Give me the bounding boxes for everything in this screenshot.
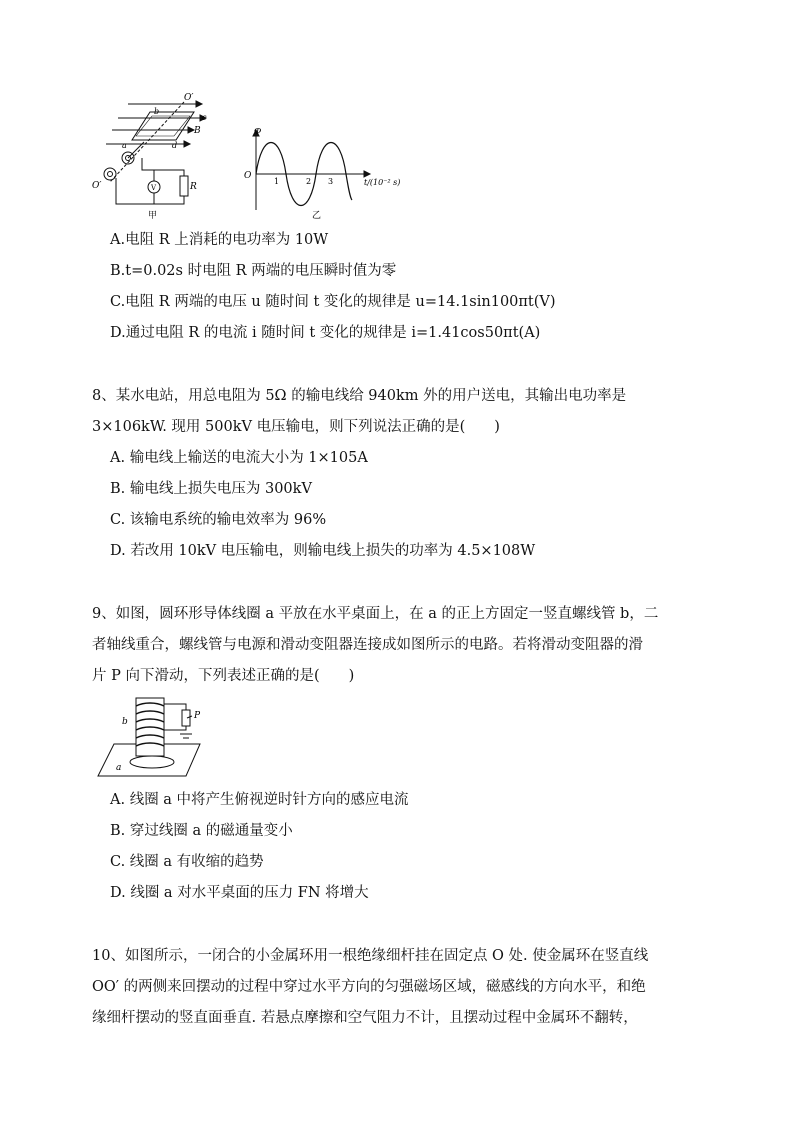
label-slider-P: P — [194, 711, 201, 721]
label-o-prime-left: O′ — [92, 181, 102, 191]
label-B: B — [194, 126, 201, 136]
label-c: c — [202, 113, 207, 122]
label-ring-a: a — [116, 763, 122, 773]
q8-stem-line-2: 3×106kW. 现用 500kV 电压输电，则下列说法正确的是( ) — [92, 419, 500, 435]
label-R: R — [190, 182, 197, 192]
q10-stem-line-1: 10、如图所示，一闭合的小金属环用一根绝缘细杆挂在固定点 O 处. 使金属环在竖直线 — [92, 948, 649, 964]
q7-option-c: C.电阻 R 两端的电压 u 随时间 t 变化的规律是 u=14.1sin100πt(V) — [110, 294, 556, 310]
caption-yi: 乙 — [312, 211, 322, 220]
q9-option-c: C. 线圈 a 有收缩的趋势 — [110, 854, 264, 870]
q7-option-b: B.t=0.02s 时电阻 R 两端的电压瞬时值为零 — [110, 263, 397, 279]
q7-option-d: D.通过电阻 R 的电流 i 随时间 t 变化的规律是 i=1.41cos50πt(A) — [110, 325, 541, 341]
q10-stem-line-3: 缘细杆摆动的竖直面垂直. 若悬点摩擦和空气阻力不计，且摆动过程中金属环不翻转， — [92, 1010, 638, 1026]
tick-1: 1 — [274, 177, 280, 186]
tick-2: 2 — [306, 177, 312, 186]
q9-option-b: B. 穿过线圈 a 的磁通量变小 — [110, 823, 293, 839]
caption-jia: 甲 — [148, 211, 158, 221]
axis-label-t: t/(10⁻² s) — [364, 178, 401, 187]
label-solenoid-b: b — [122, 717, 128, 727]
tick-3: 3 — [328, 177, 334, 186]
label-origin: O — [244, 171, 252, 181]
figure-generator-circuit — [88, 92, 218, 222]
q8-option-b: B. 输电线上损失电压为 300kV — [110, 481, 312, 497]
q9-stem-line-1: 9、如图，圆环形导体线圈 a 平放在水平桌面上，在 a 的正上方固定一竖直螺线管 b，二 — [92, 606, 659, 622]
q10-stem-line-2: OO′ 的两侧来回摆动的过程中穿过水平方向的匀强磁场区域，磁感线的方向水平，和绝 — [92, 979, 646, 995]
label-voltmeter: V — [151, 184, 157, 192]
q9-option-d: D. 线圈 a 对水平桌面的压力 FN 将增大 — [110, 885, 369, 901]
label-a: a — [122, 141, 127, 150]
label-b: b — [154, 107, 160, 116]
label-o-prime-top: O′ — [184, 93, 194, 103]
q8-option-d: D. 若改用 10kV 电压输电，则输电线上损失的功率为 4.5×108W — [110, 543, 536, 559]
q9-stem-line-2: 者轴线重合，螺线管与电源和滑动变阻器连接成如图所示的电路。若将滑动变阻器的滑 — [92, 637, 643, 653]
q7-option-a: A.电阻 R 上消耗的电功率为 10W — [110, 232, 329, 248]
q8-stem-line-1: 8、某水电站，用总电阻为 5Ω 的输电线给 940km 外的用户送电，其输出电功率是 — [92, 388, 627, 404]
label-phi: Φ — [254, 128, 262, 137]
q8-option-a: A. 输电线上输送的电流大小为 1×105A — [110, 450, 368, 466]
figure-solenoid-ring — [96, 694, 216, 780]
label-d: d — [172, 141, 178, 150]
q9-stem-line-3: 片 P 向下滑动，下列表述正确的是( ) — [92, 668, 355, 684]
q9-option-a: A. 线圈 a 中将产生俯视逆时针方向的感应电流 — [110, 792, 409, 808]
q8-option-c: C. 该输电系统的输电效率为 96% — [110, 512, 327, 528]
figure-flux-graph — [240, 128, 410, 220]
